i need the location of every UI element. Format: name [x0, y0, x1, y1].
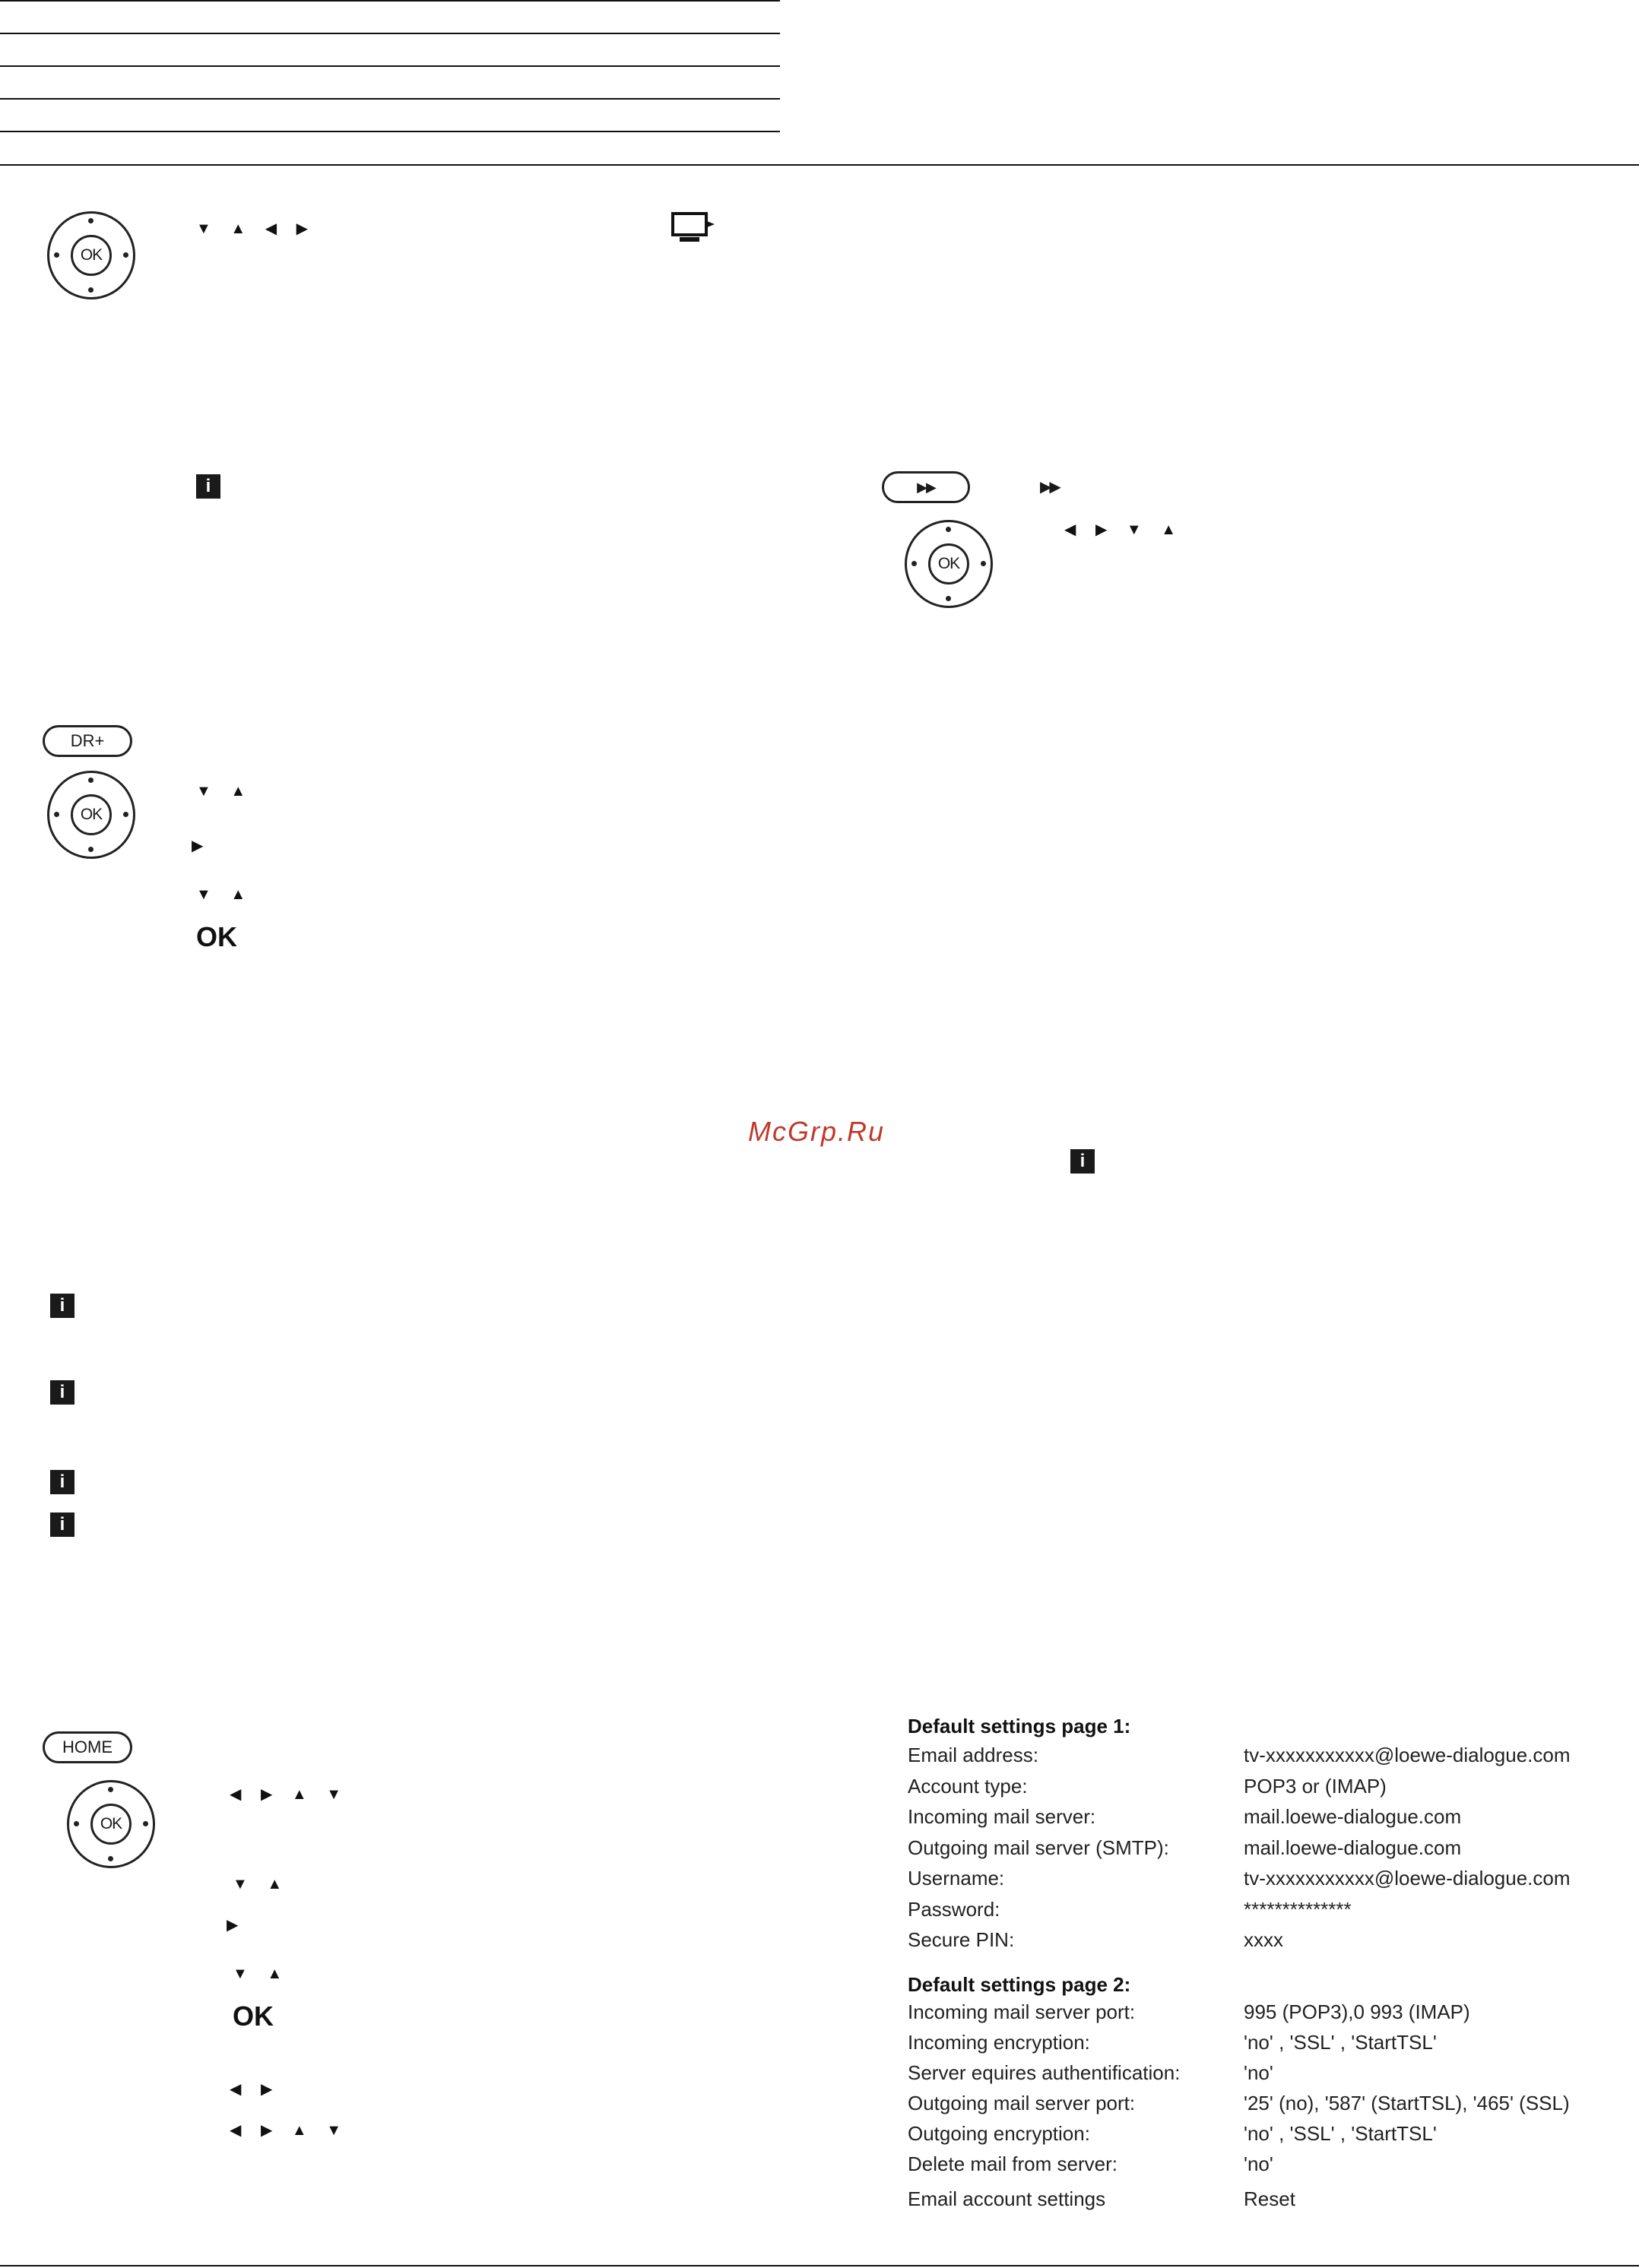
setting-label: Username:	[908, 1867, 1005, 1889]
setting-value: 995 (POP3),0 993 (IMAP)	[1244, 2000, 1470, 2023]
watermark: McGrp.Ru	[748, 1116, 886, 1147]
info-icon: i	[196, 474, 220, 499]
navigation-arrows-icon: ◀ ▶ ▲ ▼	[230, 2122, 350, 2139]
setting-label: Incoming mail server port:	[908, 2000, 1136, 2023]
setting-label: Server equires authentification:	[908, 2061, 1181, 2084]
right-arrow-icon: ▶	[192, 838, 211, 854]
navigation-arrows-icon: ▼ ▲ ◀ ▶	[196, 220, 316, 237]
default-settings-page2-title: Default settings page 2:	[908, 1973, 1131, 1996]
info-icon: i	[50, 1470, 74, 1494]
setting-value: Reset	[1244, 2187, 1295, 2210]
ok-bold-label: OK	[233, 2000, 274, 2032]
setting-label: Email address:	[908, 1744, 1038, 1766]
navigation-arrows-icon: ◀ ▶ ▲ ▼	[230, 1786, 350, 1803]
down-up-arrows-icon: ▼ ▲	[196, 886, 254, 903]
monitor-output-icon	[670, 211, 716, 249]
info-icon: i	[50, 1380, 74, 1405]
info-icon: i	[50, 1294, 74, 1318]
top-rule-1	[0, 0, 780, 2]
navigation-arrows-icon: ◀ ▶ ▼ ▲	[1064, 521, 1184, 538]
setting-value: mail.loewe-dialogue.com	[1244, 1836, 1462, 1859]
ok-label: OK	[928, 543, 969, 584]
down-up-arrows-icon: ▼ ▲	[233, 1965, 290, 1982]
setting-value: **************	[1244, 1897, 1352, 1921]
setting-label: Delete mail from server:	[908, 2152, 1118, 2175]
setting-value: POP3 or (IMAP)	[1244, 1774, 1387, 1798]
info-icon: i	[50, 1513, 74, 1537]
down-up-arrows-icon: ▼ ▲	[196, 783, 254, 800]
down-up-arrows-icon: ▼ ▲	[233, 1876, 290, 1893]
top-rule-2	[0, 33, 780, 34]
section-rule	[0, 164, 1639, 166]
setting-label: Outgoing mail server (SMTP):	[908, 1836, 1169, 1859]
ok-navigation-pad	[47, 771, 135, 859]
setting-value: xxxx	[1244, 1928, 1283, 1951]
default-settings-page1-title: Default settings page 1:	[908, 1715, 1131, 1737]
setting-label: Secure PIN:	[908, 1928, 1015, 1951]
top-rule-5	[0, 131, 780, 132]
dr-plus-button: DR+	[43, 725, 132, 757]
ok-label: OK	[71, 794, 112, 835]
setting-label: Incoming mail server:	[908, 1805, 1096, 1828]
setting-value: tv-xxxxxxxxxxx@loewe-dialogue.com	[1244, 1744, 1571, 1766]
top-rule-3	[0, 65, 780, 67]
setting-value: 'no' , 'SSL' , 'StartTSL'	[1244, 2122, 1437, 2145]
setting-value: tv-xxxxxxxxxxx@loewe-dialogue.com	[1244, 1867, 1571, 1889]
top-rule-4	[0, 98, 780, 100]
setting-value: '25' (no), '587' (StartTSL), '465' (SSL)	[1244, 2092, 1570, 2114]
ok-label: OK	[90, 1804, 132, 1845]
fast-forward-icon: ▶▶	[1040, 479, 1059, 496]
ok-navigation-pad	[67, 1780, 155, 1868]
right-arrow-icon: ▶	[227, 1917, 246, 1934]
left-right-arrows-icon: ◀ ▶	[230, 2081, 281, 2098]
setting-label: Outgoing mail server port:	[908, 2092, 1136, 2114]
setting-label: Incoming encryption:	[908, 2031, 1090, 2054]
ok-navigation-pad	[905, 520, 993, 608]
home-button: HOME	[43, 1731, 132, 1763]
info-icon: i	[1070, 1149, 1095, 1174]
setting-value: 'no'	[1244, 2152, 1273, 2175]
ok-label: OK	[71, 235, 112, 276]
setting-label: Account type:	[908, 1774, 1028, 1798]
setting-label: Password:	[908, 1897, 1000, 1921]
setting-value: 'no' , 'SSL' , 'StartTSL'	[1244, 2031, 1437, 2054]
setting-label: Outgoing encryption:	[908, 2122, 1090, 2145]
setting-value: mail.loewe-dialogue.com	[1244, 1805, 1462, 1828]
ok-bold-label: OK	[196, 921, 237, 952]
setting-value: 'no'	[1244, 2061, 1273, 2084]
setting-label: Email account settings	[908, 2187, 1106, 2210]
bottom-rule	[0, 2265, 1639, 2266]
fast-forward-button: ▶▶	[882, 471, 970, 503]
ok-navigation-pad	[47, 211, 135, 299]
